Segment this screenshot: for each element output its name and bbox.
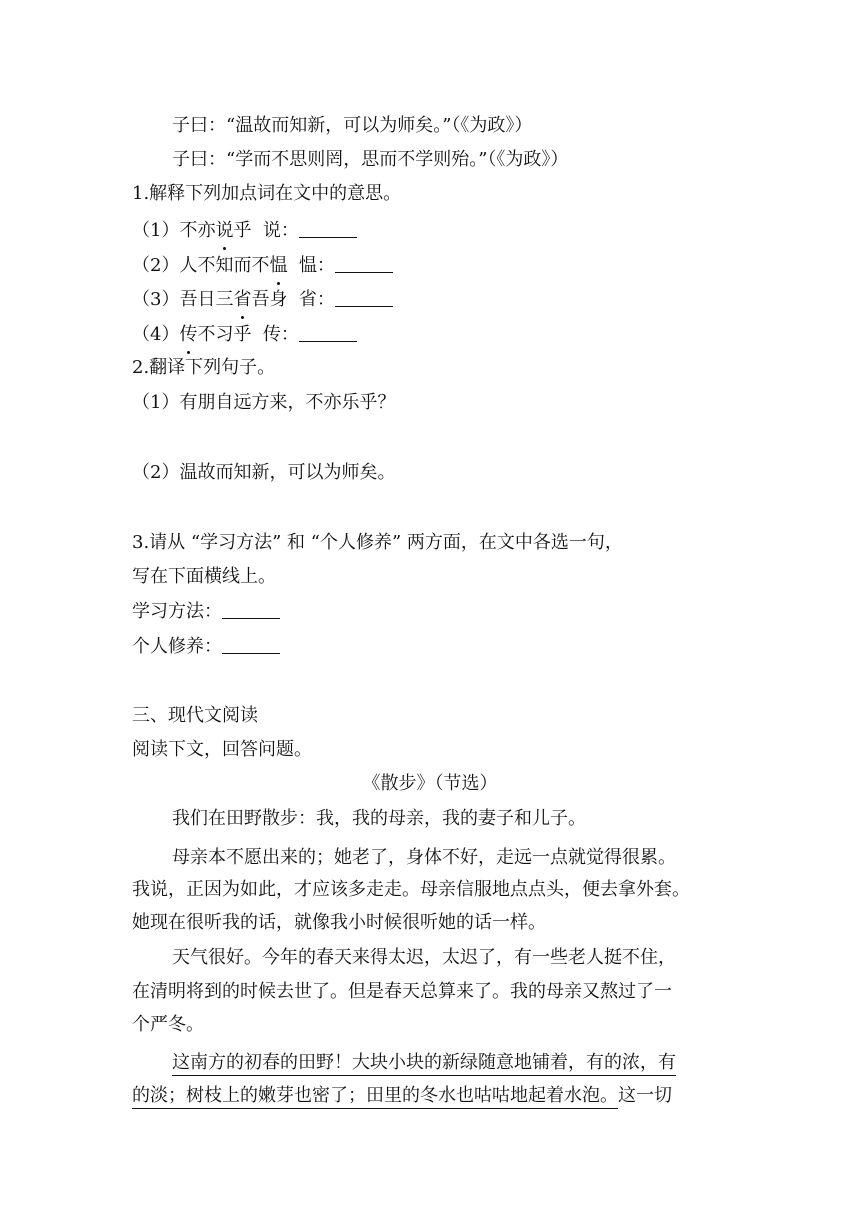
passage-line: 天气很好。今年的春天来得太迟，太迟了，有一些老人挺不住， [172,947,676,968]
answer-blank[interactable] [335,254,393,273]
underlined-text: 这南方的初春的田野！大块小块的新绿随意地铺着，有的浓，有 [172,1052,676,1076]
passage-line-underlined [172,1050,676,1076]
passage-line: 个严冬。 [132,1014,204,1035]
answer-blank[interactable] [335,288,393,307]
section-instruction: 阅读下文，回答问题。 [132,739,312,760]
q3-answer-cultivation: 个人修养： [132,634,280,660]
question-2-title: 2.翻译下列句子。 [132,357,276,378]
underlined-text: 的淡；树枝上的嫩芽也密了；田里的冬水也咕咕地起着水泡。 [132,1085,618,1109]
q3-answer-method: 学习方法： [132,599,280,625]
passage-line: 我们在田野散步：我，我的母亲，我的妻子和儿子。 [172,808,586,829]
section-heading: 三、现代文阅读 [132,705,258,726]
passage-line: 她现在很听我的话，就像我小时候很听她的话一样。 [132,912,546,933]
q1-item-2: （2）人不知而不愠 愠： [132,253,393,279]
emphasis-dot-char: 省 [233,287,251,313]
question-1-title: 1.解释下列加点词在文中的意思。 [132,183,402,204]
passage-line: 我说，正因为如此，才应该多走走。母亲信服地点点头，便去拿外套。 [132,879,690,900]
emphasis-dot-char: 传 [179,322,197,348]
emphasis-dot-char: 愠 [269,253,287,279]
answer-blank[interactable] [222,635,280,654]
quote-line-1: 子曰：“温故而知新，可以为师矣。”（《为政》） [172,115,533,136]
passage-line-underlined: 的淡；树枝上的嫩芽也密了；田里的冬水也咕咕地起着水泡。这一切 [132,1083,672,1109]
answer-blank[interactable] [222,600,280,619]
answer-blank[interactable] [299,219,357,238]
q2-item-1: （1）有朋自远方来，不亦乐乎？ [132,392,396,413]
q1-item-3: （3）吾日三省吾身 省： [132,287,393,313]
quote-line-2: 子曰：“学而不思则罔，思而不学则殆。”（《为政》） [172,149,569,170]
passage-line: 母亲本不愿出来的；她老了，身体不好，走远一点就觉得很累。 [172,847,676,868]
passage-title: 《散步》（节选） [362,773,498,794]
q2-item-2: （2）温故而知新，可以为师矣。 [132,462,396,483]
emphasis-dot-char: 说 [215,218,233,244]
q1-item-1: （1）不亦说乎 说： [132,218,357,244]
question-3-title-line1: 3.请从 “学习方法” 和 “个人修养” 两方面，在文中各选一句， [132,532,623,553]
question-3-title-line2: 写在下面横线上。 [132,566,276,587]
q1-item-4: （4）传不习乎 传： [132,322,357,348]
answer-blank[interactable] [299,323,357,342]
passage-line: 在清明将到的时候去世了。但是春天总算来了。我的母亲又熬过了一 [132,981,672,1002]
